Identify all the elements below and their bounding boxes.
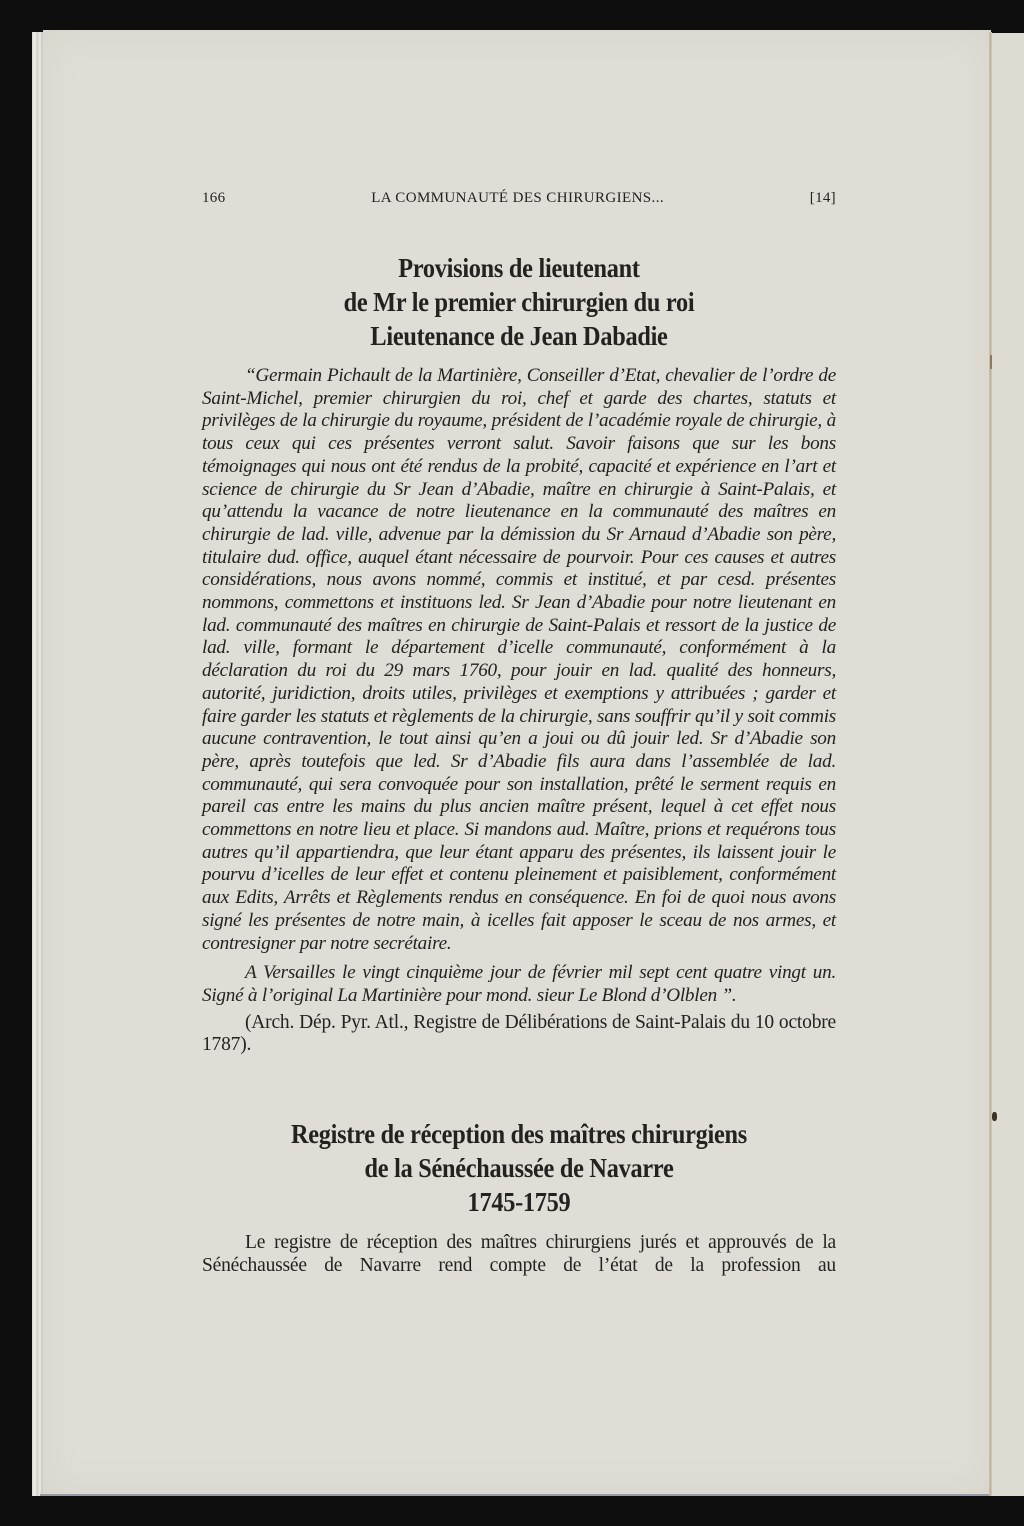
section-title-provisions (234, 251, 805, 353)
running-head (202, 190, 836, 207)
gutter-mark (990, 355, 992, 369)
title-line: Lieutenance de Jean Dabadie (370, 321, 668, 351)
page-number: 166 (202, 190, 226, 206)
facing-page-edge (992, 33, 1024, 1496)
letter-closing: A Versailles le vingt cinquième jour de février mil sept cent quatre vingt un. Signé à l’original La Martinière pour mond. sieur Le Blond d’Olblen ”. (202, 962, 836, 1006)
page-bottom-edge (40, 1494, 1024, 1496)
paper-speck (992, 1112, 997, 1121)
title-line: Provisions de lieutenant (398, 253, 640, 283)
title-line: de la Sénéchaussée de Navarre (364, 1153, 674, 1184)
title-line: 1745-1759 (467, 1187, 571, 1218)
title-line: de Mr le premier chirurgien du roi (343, 287, 695, 317)
folio-bracket: [14] (809, 190, 836, 206)
section-registre (202, 1117, 836, 1277)
quoted-letter: “Germain Pichault de la Martinière, Conseiller d’Etat, chevalier de l’ordre de Saint-Michel, premier chirurgien du roi, chef et garde des chartes, statuts et privilèges de la chirurgie du royaume, président de l’académie royale de chirurgie, à tous ceux qui ces présentes verront salut. Savoir faisons que sur les bons témoignages qui nous ont été rendus de la probité, capacité et expérience en l’art et science de chirurgie du Sr Jean d’Abadie, maître en chirurgie à Saint-Palais, et qu’attendu la vacance de notre lieutenance en la communauté des maîtres en chirurgie de lad. ville, advenue par la démission du Sr Arnaud d’Abadie son père, titulaire dud. office, auquel étant nécessaire de pourvoir. Pour ces causes et autres considérations, nous avons nommé, commis et institué, et par cesd. présentes nommons, commettons et instituons led. Sr Jean d’Abadie pour notre lieutenant en lad. communauté des maîtres en chirurgie de Saint-Palais et ressort de la justice de lad. ville, formant le département d’icelle communauté, conformément à la déclaration du roi du 29 mars 1760, pour jouir en lad. qualité des honneurs, autorité, juridiction, droits utiles, privilèges et exemptions y attribuées ; garder et faire garder les statuts et règlements de la chirurgie, sans souffrir qu’il y soit commis aucune contravention, le tout ainsi qu’en a joui ou dû jouir led. Sr d’Abadie son père, après toutefois que led. Sr d’Abadie fils aura dans l’assemblée de lad. communauté, qui sera convoquée pour son installation, prêté le serment requis en pareil cas entre les mains du plus ancien maître présent, lequel à cet effet nous commettons en notre lieu et place. Si mandons aud. Maître, prions et requérons tous autres qu’il appartiendra, que leur étant apparu des présentes, ils laissent jouir le pourvu d’icelles de leur effet et contenu pleinement et paisiblement, conformément aux Edits, Arrêts et Règlements rendus en conséquence. En foi de quoi nous avons signé les présentes de notre main, à icelles fait apposer le sceau de nos armes, et contresigner par notre secrétaire. (202, 365, 836, 954)
section-title-registre (234, 1117, 805, 1219)
running-title: LA COMMUNAUTÉ DES CHIRURGIENS... (371, 190, 664, 206)
page-text (202, 190, 836, 1277)
body-paragraph: Le registre de réception des maîtres chirurgiens jurés et approuvés de la Sénéchaussée de Navarre rend compte de l’état de la profession au (202, 1232, 836, 1277)
title-line: Registre de réception des maîtres chirurgiens (291, 1119, 747, 1150)
archive-citation: (Arch. Dép. Pyr. Atl., Registre de Délibérations de Saint-Palais du 10 octobre 1787). (202, 1011, 836, 1056)
